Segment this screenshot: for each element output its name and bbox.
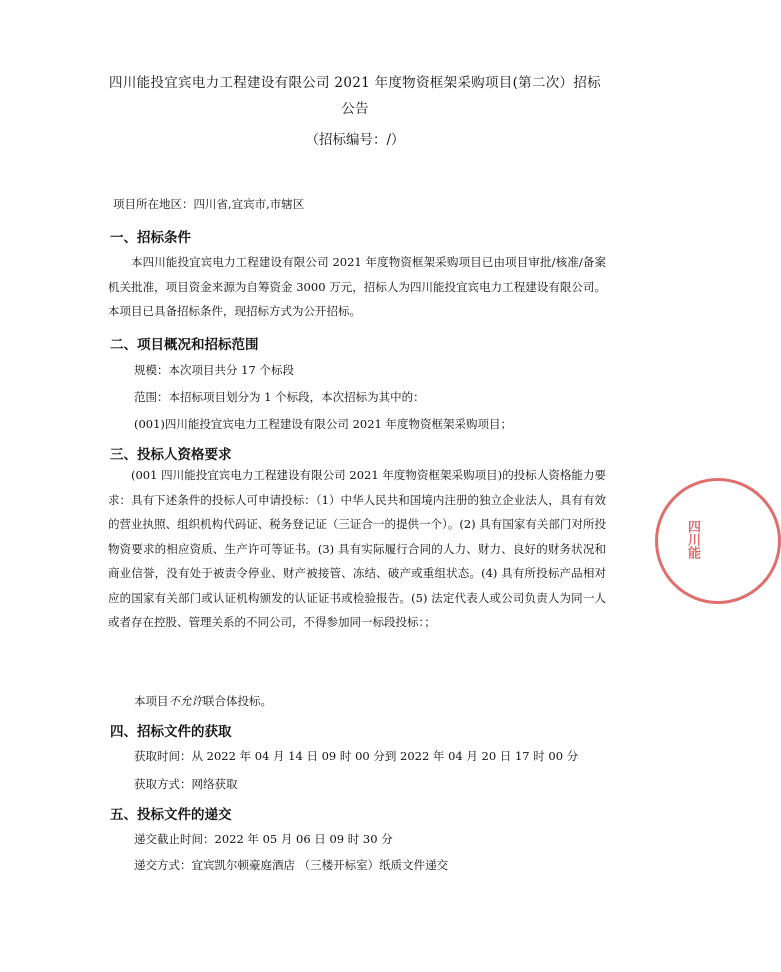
document-title (100, 70, 610, 122)
section-1-heading: 一、招标条件 (110, 230, 191, 246)
section-4-heading: 四、招标文件的获取 (110, 724, 232, 740)
consortium-suffix: 联合体投标。 (203, 694, 272, 708)
section-5-deadline: 递交截止时间：2022 年 05 月 06 日 09 时 30 分 (134, 832, 393, 846)
project-region: 项目所在地区：四川省,宜宾市,市辖区 (113, 197, 305, 211)
consortium-not-allowed: 不允许 (168, 694, 203, 708)
section-2-scale: 规模：本次项目共分 17 个标段 (134, 363, 294, 377)
section-4-method: 获取方式：网络获取 (134, 777, 238, 791)
section-3-consortium (134, 693, 272, 709)
company-seal-text: 四川能 (685, 520, 700, 559)
title-line-2: 公告 (341, 101, 369, 117)
section-1-text: 本四川能投宜宾电力工程建设有限公司 2021 年度物资框架采购项目已由项目审批/核准/备案机关批准，项目资金来源为自筹资金 3000 万元，招标人为四川能投宜宾电力工程建设有限公司。本项目已具备招标条件，现招标方式为公开招标。 (108, 255, 606, 318)
consortium-prefix: 本项目 (134, 694, 169, 708)
section-2-scope: 范围：本招标项目划分为 1 个标段，本次招标为其中的： (134, 390, 425, 404)
section-4-time: 获取时间：从 2022 年 04 月 14 日 09 时 00 分到 2022 年 04 月 20 日 17 时 00 分 (134, 749, 579, 763)
title-line-1: 四川能投宜宾电力工程建设有限公司 2021 年度物资框架采购项目(第二次）招标 (109, 75, 601, 91)
section-2-lot: (001)四川能投宜宾电力工程建设有限公司 2021 年度物资框架采购项目； (134, 417, 512, 431)
section-2-heading: 二、项目概况和招标范围 (110, 337, 259, 353)
section-5-method: 递交方式：宜宾凯尔顿豪庭酒店 （三楼开标室）纸质文件递交 (134, 858, 449, 872)
section-5-heading: 五、投标文件的递交 (110, 807, 232, 823)
section-3-text: (001 四川能投宜宾电力工程建设有限公司 2021 年度物资框架采购项目)的投标人资格能力要求：具有下述条件的投标人可申请投标：（1）中华人民共和国境内注册的独立企业法人，具有有效的营业执照、组织机构代码证、税务登记证（三证合一的提供一个）。(2) 具有国家有关部门对所投物资要求的相应资质、生产许可等证书。(3) 具有实际履行合同的人力、财力、良好的财务状况和商业信誉，没有处于被责令停业、财产被接管、冻结、破产或重组状态。(4) 具有所投标产品相对应的国家有关部门或认证机构颁发的认证证书或检验报告。(5) 法定代表人或公司负责人为同一人或者存在控股、管理关系的不同公司，不得参加同一标段投标：； (108, 468, 606, 629)
tender-number: （招标编号：/） (305, 132, 405, 148)
section-3-heading: 三、投标人资格要求 (110, 447, 232, 463)
